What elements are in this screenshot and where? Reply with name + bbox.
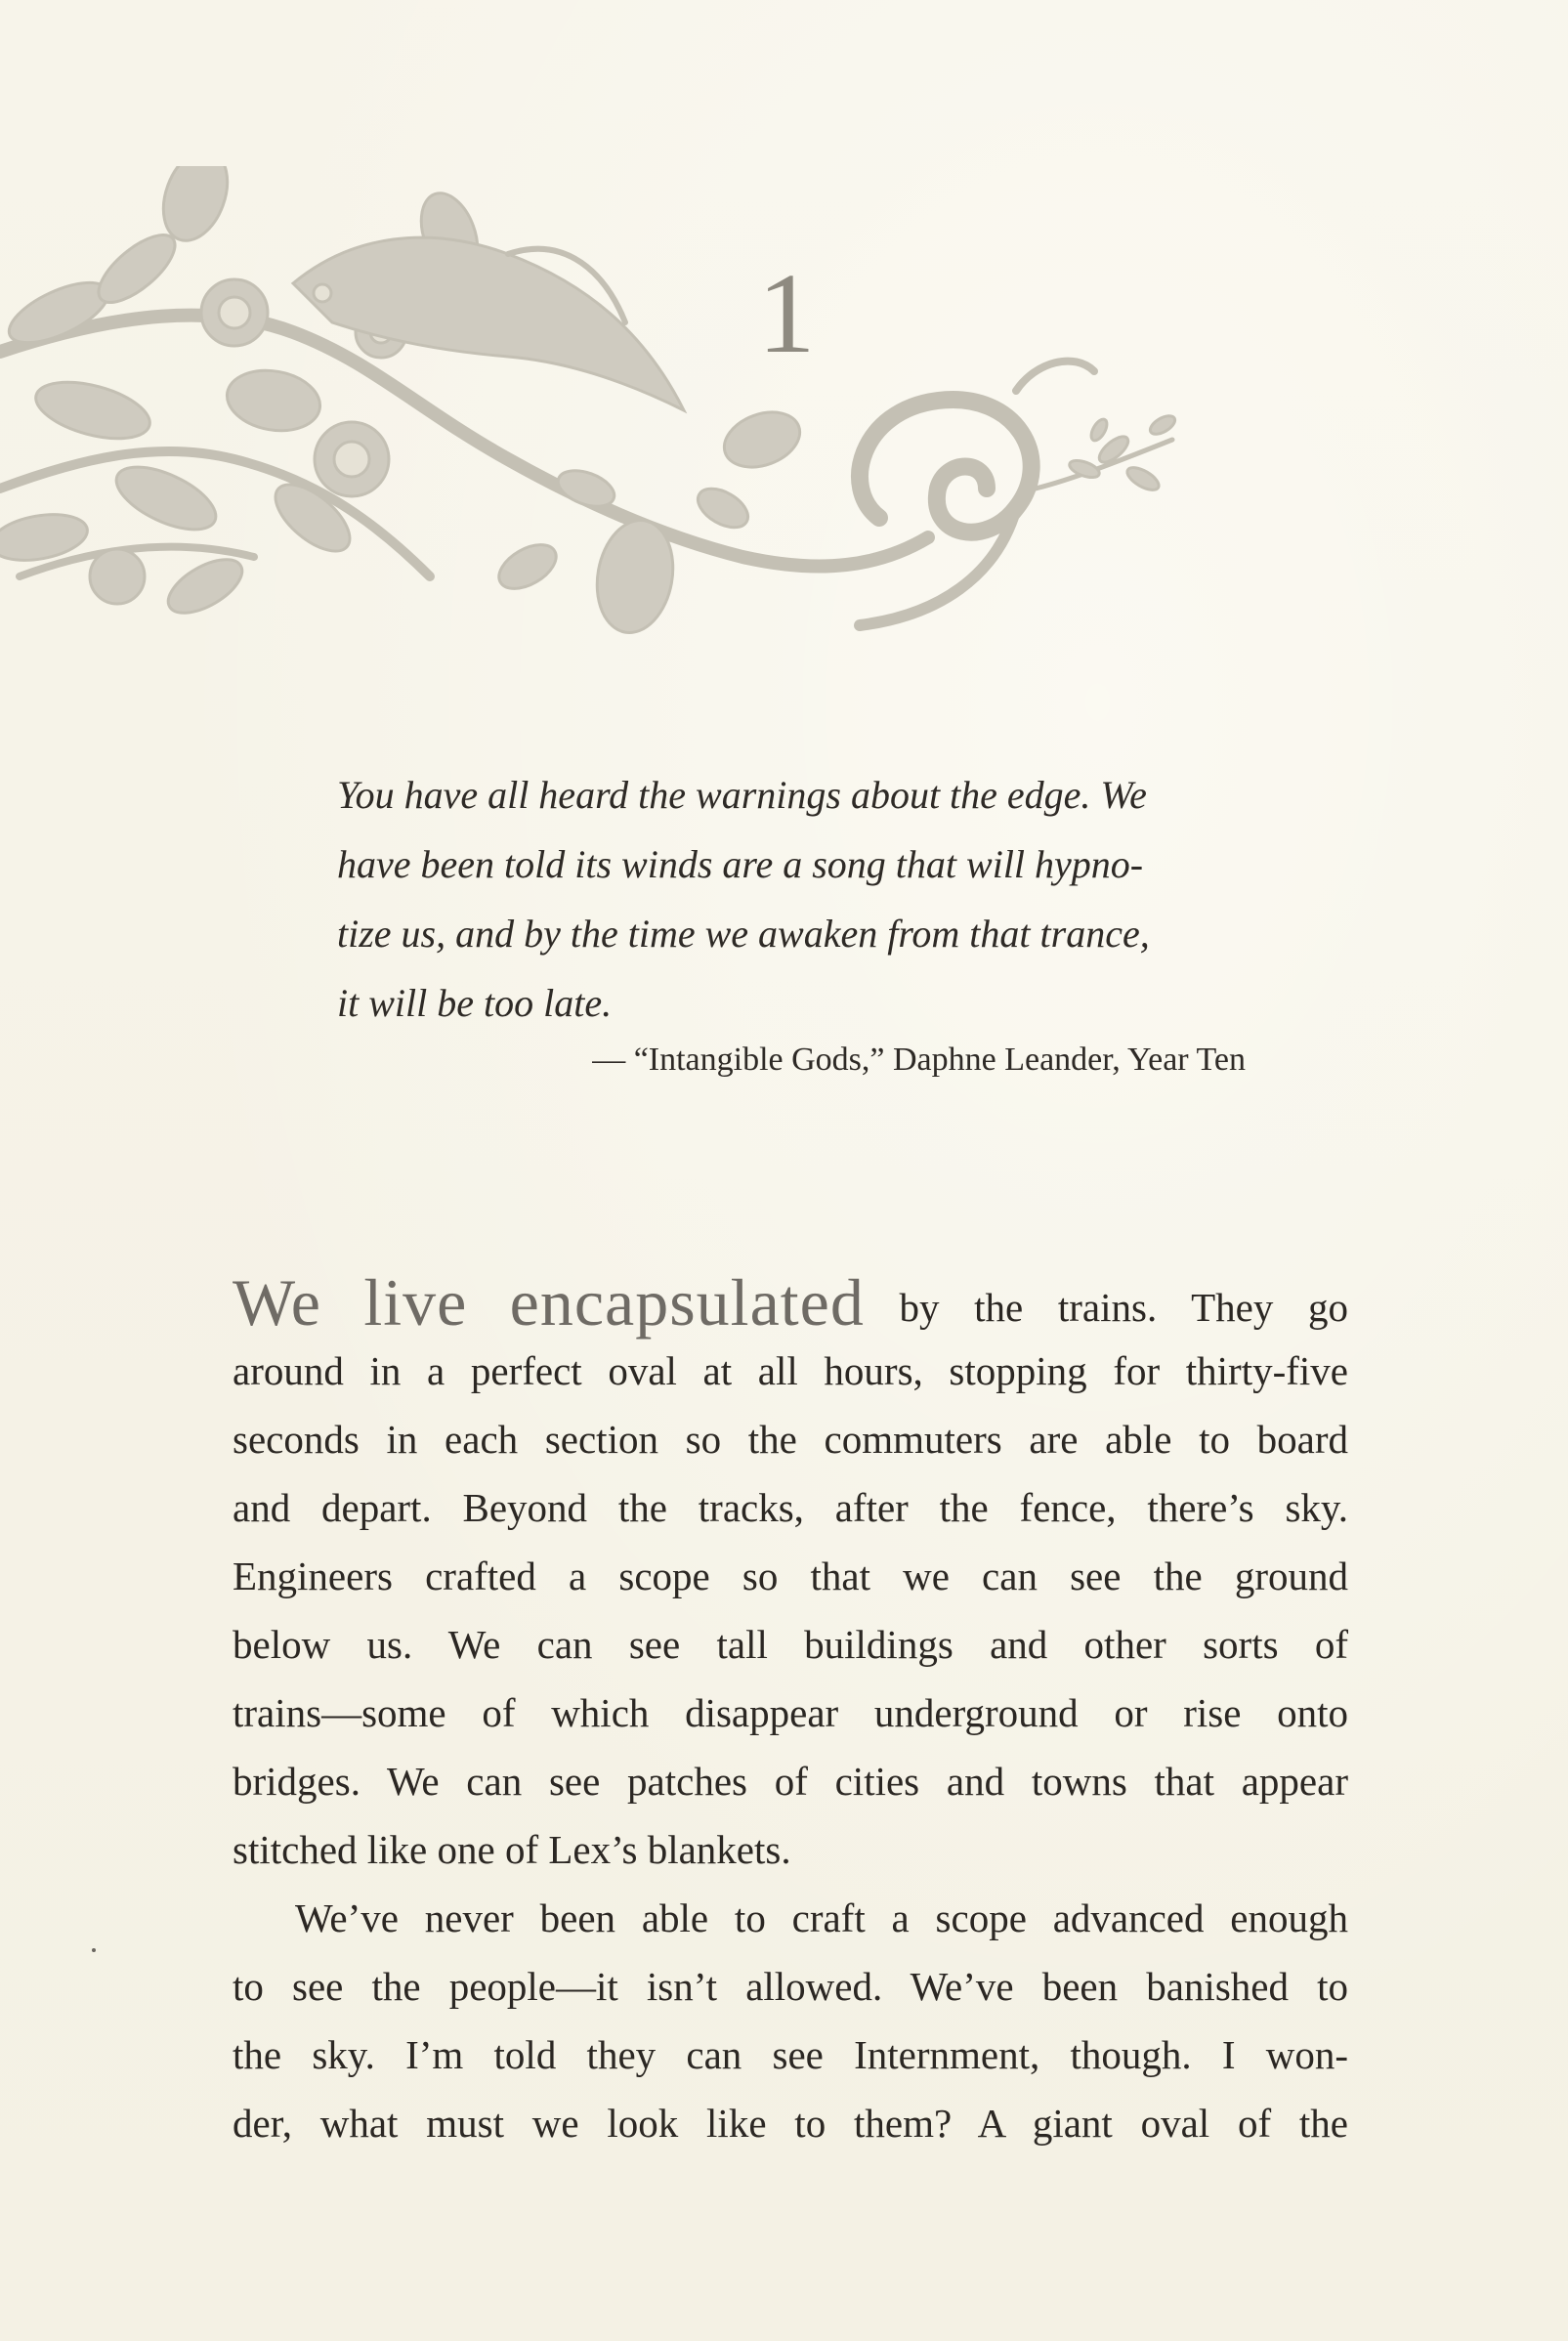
body-line: We’ve never been able to craft a scope advanced enough (295, 1895, 1348, 1940)
chapter-body (233, 1265, 1348, 2157)
paper-speck (92, 1948, 96, 1952)
epigraph-line: it will be too late. (337, 981, 613, 1025)
floral-ornament-icon (0, 166, 1211, 713)
chapter-number: 1 (757, 249, 816, 377)
first-line-rest: by the trains. They go (864, 1285, 1348, 1330)
body-line: bridges. We can see patches of cities and towns that appear (233, 1759, 1348, 1804)
epigraph-attribution: — “Intangible Gods,” Daphne Leander, Year Ten (592, 1042, 1246, 1078)
body-line: stitched like one of Lex’s blankets. (233, 1827, 791, 1872)
lead-in-text: We live encapsulated (233, 1265, 865, 1340)
body-line (233, 1265, 1348, 1340)
body-line: der, what must we look like to them? A giant oval of the (233, 2101, 1348, 2146)
body-line: to see the people—it isn’t allowed. We’ve been banished to (233, 1964, 1348, 2009)
epigraph-line: tize us, and by the time we awaken from that trance, (337, 912, 1150, 956)
epigraph-line: You have all heard the warnings about the edge. We (337, 773, 1147, 817)
epigraph (337, 760, 1255, 1038)
body-line: trains—some of which disappear underground or rise onto (233, 1690, 1348, 1735)
body-line: the sky. I’m told they can see Internment, though. I won- (233, 2032, 1348, 2077)
body-line: around in a perfect oval at all hours, stopping for thirty-five (233, 1348, 1348, 1393)
body-line: below us. We can see tall buildings and other sorts of (233, 1622, 1348, 1667)
epigraph-line: have been told its winds are a song that will hypno- (337, 842, 1144, 886)
body-line: seconds in each section so the commuters are able to board (233, 1417, 1348, 1462)
body-line: Engineers crafted a scope so that we can see the ground (233, 1554, 1348, 1598)
body-line: and depart. Beyond the tracks, after the fence, there’s sky. (233, 1485, 1348, 1530)
